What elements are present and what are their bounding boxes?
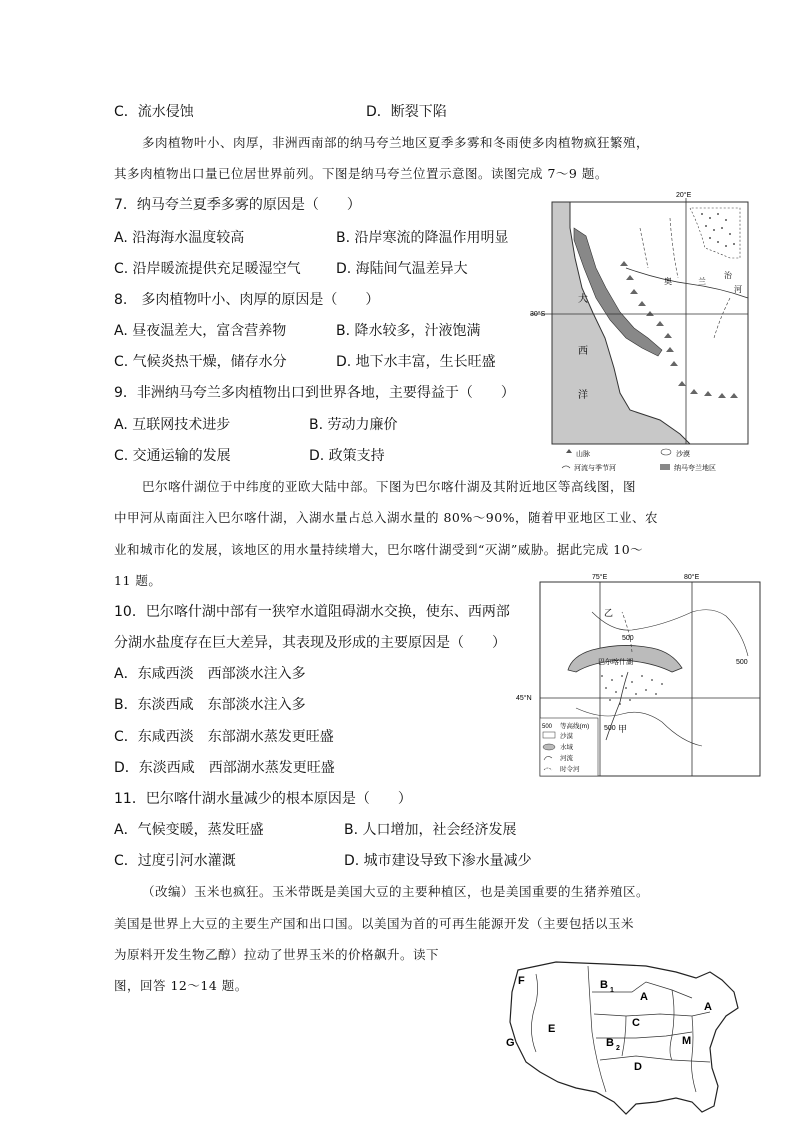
question-9: 9．非洲纳马夸兰多肉植物出口到世界各地，主要得益于（ ） — [114, 385, 515, 401]
namaqualand-map — [530, 188, 752, 472]
passage-1-line-1: 多肉植物叶小、肉厚，非洲西南部的纳马夸兰地区夏季多雾和冬雨使多肉植物疯狂繁殖， — [142, 135, 650, 150]
q10-option-b: B．东淡西咸 东部淡水注入多 — [114, 697, 306, 713]
q8-option-a: A. 昼夜温差大，富含营养物 — [114, 323, 287, 339]
question-8: 8. 多肉植物叶小、肉厚的原因是（ ） — [114, 292, 380, 308]
legend-water: 水域 — [560, 744, 573, 751]
usa-agriculture-map — [496, 952, 752, 1122]
legend-region: 纳马夸兰地区 — [674, 465, 716, 472]
q8-option-c: C. 气候炎热干燥，储存水分 — [114, 354, 287, 370]
passage-2-line-1: 巴尔喀什湖位于中纬度的亚欧大陆中部。下图为巴尔喀什湖及其附近地区等高线图，图 — [142, 479, 637, 494]
legend-desert: 沙漠 — [676, 451, 690, 458]
q7-option-a: A. 沿海海水温度较高 — [114, 230, 245, 246]
latitude-label: 45°N — [516, 695, 532, 702]
q9-option-b: B. 劳动力廉价 — [309, 417, 398, 433]
ocean-label-2: 西 — [578, 346, 588, 357]
q11-option-a: A．气候变暖，蒸发旺盛 — [114, 822, 264, 838]
longitude-label-2: 80°E — [684, 574, 700, 581]
legend-500: 500 — [542, 724, 553, 730]
label-jia: 甲 — [618, 724, 628, 734]
contour-500-c: 500 — [604, 725, 616, 732]
zone-c-label: C — [632, 1017, 640, 1029]
q11-option-b: B. 人口增加，社会经济发展 — [344, 822, 517, 838]
longitude-label: 20°E — [676, 192, 692, 199]
zone-a-label-1: A — [640, 991, 648, 1003]
q8-option-d: D. 地下水丰富，生长旺盛 — [336, 354, 496, 370]
lake-label: 巴尔喀什湖 — [598, 659, 633, 666]
question-11: 11．巴尔喀什湖水量减少的根本原因是（ ） — [114, 791, 412, 807]
legend-seasonal: 时令河 — [560, 766, 580, 773]
question-7: 7．纳马夸兰夏季多雾的原因是（ ） — [114, 197, 361, 213]
passage-3-line-1: （改编）玉米也疯狂。玉米带既是美国大豆的主要种植区，也是美国重要的生猪养殖区。 — [142, 884, 650, 899]
q10-option-d: D．东淡西咸 西部湖水蒸发更旺盛 — [114, 760, 335, 776]
q11-option-d: D. 城市建设导致下渗水量减少 — [344, 853, 532, 869]
q11-option-c: C．过度引河水灌溉 — [114, 853, 236, 869]
q7-option-c: C. 沿岸暖流提供充足暖湿空气 — [114, 261, 301, 277]
option-c-q6: C．流水侵蚀 — [114, 104, 194, 120]
question-10-line-2: 分湖水盐度存在巨大差异，其表现及形成的主要原因是（ ） — [114, 635, 506, 651]
river-label-4: 河 — [734, 285, 742, 294]
q7-option-b: B. 沿岸寒流的降温作用明显 — [336, 230, 509, 246]
zone-g-label: G — [506, 1037, 515, 1049]
passage-1-line-2: 其多肉植物出口量已位居世界前列。下图是纳马夸兰位置示意图。读图完成 7～9 题。 — [114, 166, 608, 181]
contour-500-b: 500 — [736, 659, 748, 666]
passage-3-line-2: 美国是世界上大豆的主要生产国和出口国。以美国为首的可再生能源开发（主要包括以玉米 — [114, 916, 635, 931]
zone-f-label: F — [518, 975, 525, 987]
legend-desert: 沙漠 — [560, 733, 573, 740]
zone-e-label: E — [548, 1023, 556, 1035]
q9-option-d: D. 政策支持 — [309, 448, 385, 464]
question-10-line-1: 10．巴尔喀什湖中部有一狭窄水道阻碍湖水交换，使东、西两部 — [114, 604, 510, 620]
label-yi: 乙 — [604, 608, 614, 618]
legend-mountain: 山脉 — [576, 451, 590, 458]
q10-option-a: A．东咸西淡 西部淡水注入多 — [114, 666, 306, 682]
contour-500-a: 500 — [622, 635, 634, 642]
legend-river: 河流 — [560, 755, 573, 762]
latitude-label: 30°S — [530, 311, 546, 318]
option-d-q6: D．断裂下陷 — [366, 104, 447, 120]
zone-m-label: M — [682, 1035, 692, 1047]
q10-option-c: C．东咸西淡 东部湖水蒸发更旺盛 — [114, 729, 334, 745]
zone-d-label: D — [634, 1061, 642, 1073]
legend-river: 河流与季节河 — [574, 465, 616, 472]
passage-3-line-3: 为原料开发生物乙醇）拉动了世界玉米的价格飙升。读下 — [114, 947, 440, 962]
zone-a-label-2: A — [704, 1001, 712, 1013]
zone-b2-label: B — [606, 1037, 614, 1049]
q9-option-c: C. 交通运输的发展 — [114, 448, 231, 464]
q7-option-d: D. 海陆间气温差异大 — [336, 261, 468, 277]
passage-2-line-4: 11 题。 — [114, 573, 162, 588]
ocean-label-3: 洋 — [578, 390, 588, 401]
zone-b2-subscript: 2 — [616, 1045, 620, 1052]
river-label-2: 兰 — [698, 277, 706, 286]
river-label-3: 治 — [724, 271, 732, 280]
q8-option-b: B. 降水较多，汁液饱满 — [336, 323, 481, 339]
zone-b1-label: B — [600, 979, 608, 991]
balkhash-map — [512, 572, 764, 780]
passage-3-line-4: 图，回答 12～14 题。 — [114, 978, 248, 993]
passage-2-line-3: 业和城市化的发展，该地区的用水量持续增大，巴尔喀什湖受到“灭湖”威胁。据此完成 10～ — [114, 542, 644, 557]
longitude-label-1: 75°E — [592, 574, 608, 581]
ocean-label-1: 大 — [578, 294, 588, 305]
river-label-1: 奥 — [664, 277, 672, 286]
passage-2-line-2: 中甲河从南面注入巴尔喀什湖，入湖水量占总入湖水量的 80%～90%，随着甲亚地区工业、农 — [114, 510, 659, 525]
zone-b1-subscript: 1 — [610, 987, 614, 994]
q9-option-a: A. 互联网技术进步 — [114, 417, 231, 433]
legend-contour: 等高线(m) — [560, 723, 590, 730]
